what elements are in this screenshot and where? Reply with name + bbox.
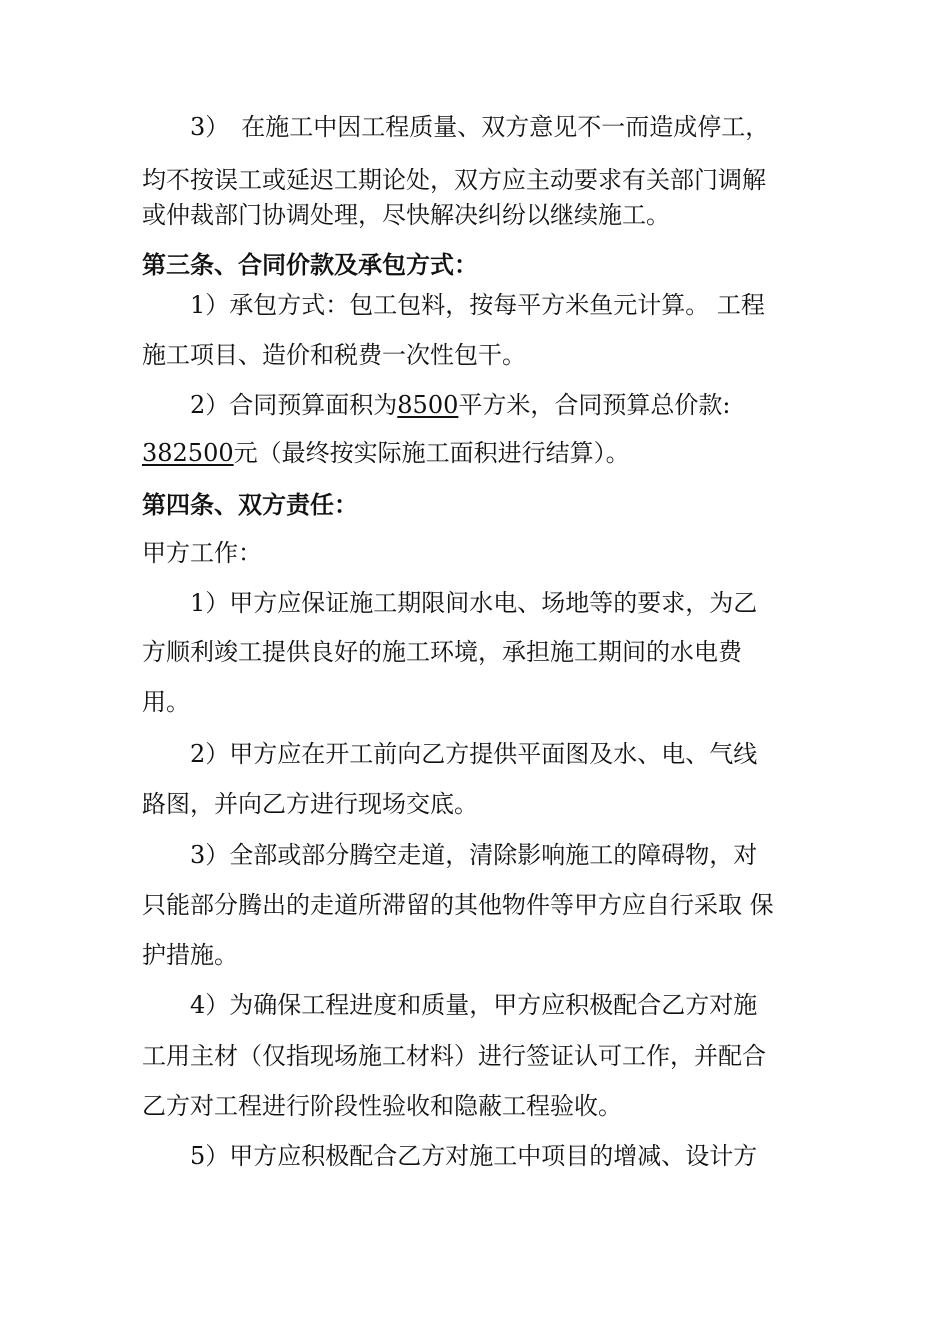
contract-mode-line-1: 1）承包方式：包工包料，按每平方米鱼元计算。 工程 (190, 291, 765, 319)
contract-total-value: 382500 (142, 439, 234, 467)
party-a-item-2-line-1: 2）甲方应在开工前向乙方提供平面图及水、电、气线 (190, 740, 758, 768)
contract-total-suffix: 元（最终按实际施工面积进行结算）。 (233, 439, 630, 467)
article-3-heading: 第三条、合同价款及承包方式： (142, 250, 478, 279)
clause-3-line-3: 或仲裁部门协调处理，尽快解决纠纷以继续施工。 (142, 201, 670, 229)
party-a-item-3-line-3: 护措施。 (142, 941, 238, 969)
party-a-heading: 甲方工作： (142, 539, 262, 567)
party-a-item-3-line-2: 只能部分腾出的走道所滞留的其他物件等甲方应自行采取 保 (142, 891, 774, 919)
contract-area-suffix: 平方米，合同预算总价款: (458, 391, 731, 419)
contract-area-value: 8500 (397, 391, 459, 419)
party-a-item-1-line-3: 用。 (142, 688, 190, 716)
article-4-heading: 第四条、双方责任： (142, 490, 358, 519)
contract-mode-line-2: 施工项目、造价和税费一次性包干。 (142, 341, 526, 369)
party-a-item-3-line-1: 3）全部或部分腾空走道，清除影响施工的障碍物，对 (190, 841, 758, 869)
party-a-item-4-line-2: 工用主材（仅指现场施工材料）进行签证认可工作，并配合 (142, 1042, 766, 1070)
party-a-item-1-line-2: 方顺利竣工提供良好的施工环境，承担施工期间的水电费 (142, 638, 742, 666)
clause-3-line-2: 均不按误工或延迟工期论处，双方应主动要求有关部门调解 (142, 166, 766, 194)
contract-total-line (142, 438, 630, 468)
contract-area-line (190, 390, 730, 420)
party-a-item-4-line-3: 乙方对工程进行阶段性验收和隐蔽工程验收。 (142, 1092, 622, 1120)
contract-area-prefix: 2）合同预算面积为 (190, 391, 398, 419)
party-a-item-5-line-1: 5）甲方应积极配合乙方对施工中项目的增减、设计方 (190, 1142, 758, 1170)
clause-3-line-1: 3） 在施工中因工程质量、双方意见不一而造成停工， (190, 113, 770, 141)
party-a-item-4-line-1: 4）为确保工程进度和质量，甲方应积极配合乙方对施 (190, 991, 758, 1019)
party-a-item-1-line-1: 1）甲方应保证施工期限间水电、场地等的要求，为乙 (190, 589, 758, 617)
party-a-item-2-line-2: 路图，并向乙方进行现场交底。 (142, 790, 478, 818)
